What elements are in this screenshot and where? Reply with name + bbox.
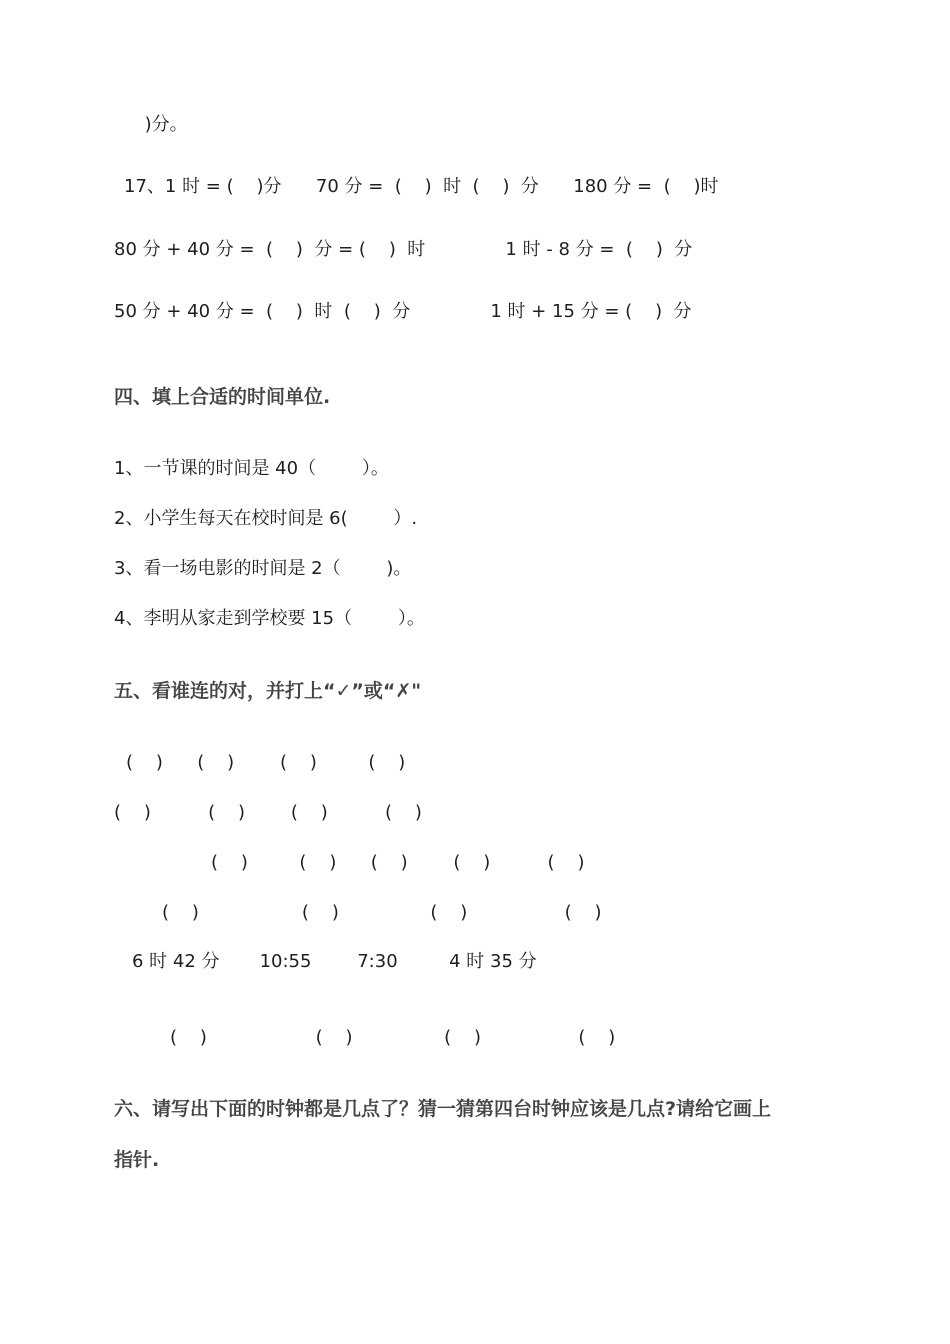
- section-4-item-4: 4、李明从家走到学校要 15（ ）。: [114, 608, 425, 629]
- section-6-heading-line-2: 指针.: [114, 1149, 160, 1171]
- section-4-heading: 四、填上合适的时间单位.: [114, 386, 331, 408]
- section-4-item-3: 3、看一场电影的时间是 2（ )。: [114, 558, 412, 579]
- answer-blanks-row-2: ( ) ( ) ( ) ( ): [114, 802, 422, 823]
- question-17-line-1: 17、1 时 = ( )分 70 分 = ( ) 时 ( ) 分 180 分 = ( )时: [124, 176, 719, 197]
- section-4-item-1: 1、一节课的时间是 40（ ）。: [114, 458, 389, 479]
- question-17-line-2: 80 分 + 40 分 = ( ) 分 = ( ) 时 1 时 - 8 分 = ( ) 分: [114, 239, 693, 260]
- answer-blanks-row-4: ( ) ( ) ( ) ( ): [162, 902, 602, 923]
- section-6-heading-line-1: 六、请写出下面的时钟都是几点了？猜一猜第四台时钟应该是几点?请给它画上: [114, 1098, 772, 1120]
- section-4-item-2: 2、小学生每天在校时间是 6( ）.: [114, 508, 418, 529]
- clock-time-labels: 6 时 42 分 10:55 7:30 4 时 35 分: [132, 951, 537, 972]
- answer-blanks-row-3: ( ) ( ) ( ) ( ) ( ): [211, 852, 585, 873]
- answer-blanks-row-5: ( ) ( ) ( ) ( ): [170, 1027, 616, 1048]
- question-17-line-3: 50 分 + 40 分 = ( ) 时 ( ) 分 1 时 + 15 分 = ( ) 分: [114, 301, 692, 322]
- question-16-tail: )分。: [116, 114, 188, 135]
- section-5-heading: 五、看谁连的对，并打上“✓”或“✗": [114, 680, 422, 702]
- answer-blanks-row-1: ( ) ( ) ( ) ( ): [126, 752, 406, 773]
